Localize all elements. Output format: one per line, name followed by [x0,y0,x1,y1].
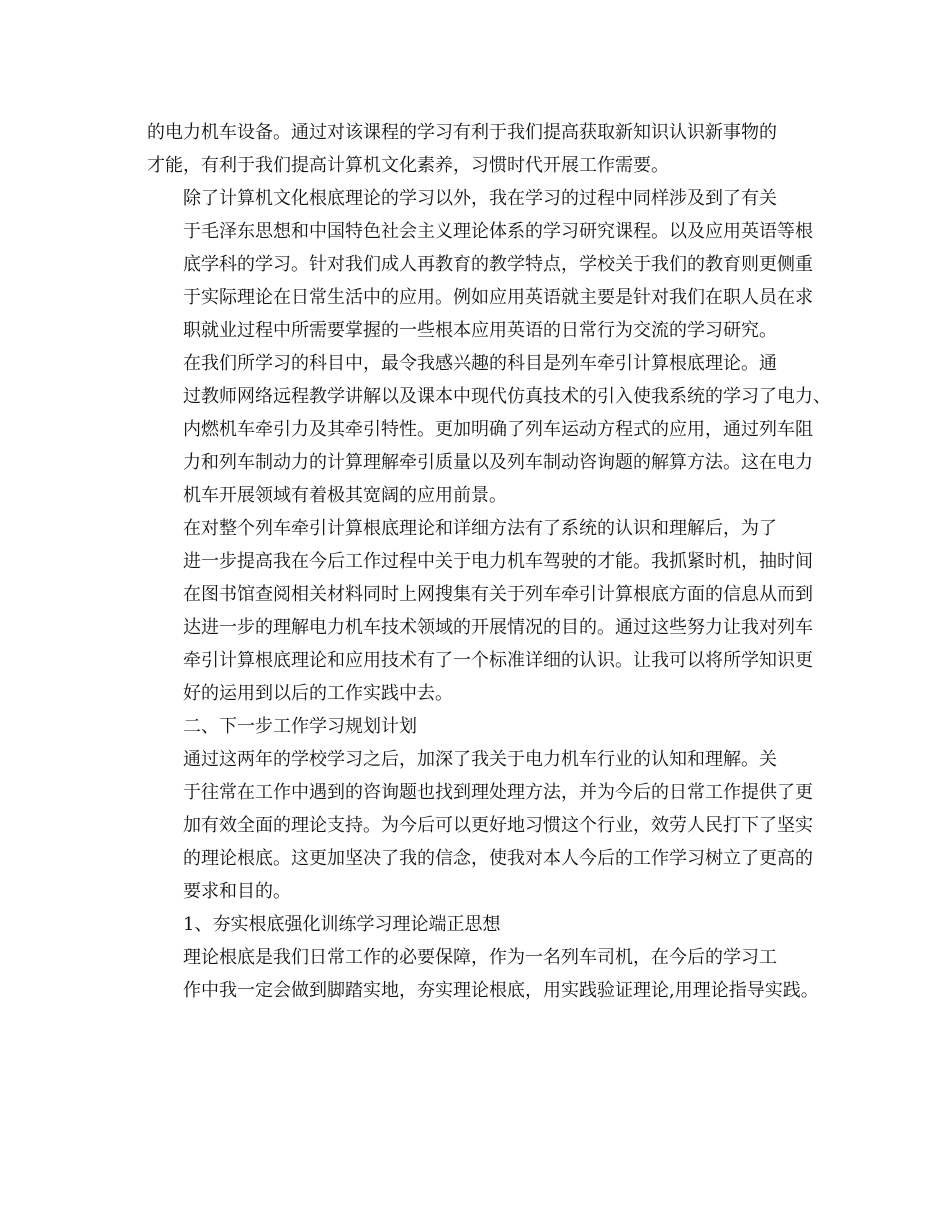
text-line: 于往常在工作中遇到的咨询题也找到理处理方法，并为今后的日常工作提供了更 [183,782,813,803]
text-line: 力和列车制动力的计算理解牵引质量以及列车制动咨询题的解算方法。这在电力 [183,452,813,473]
text-line: 要求和目的。 [183,881,291,902]
text-line: 底学科的学习。针对我们成人再教育的教学特点，学校关于我们的教育则更侧重 [183,254,813,275]
paragraph [147,512,812,710]
text-line: 加有效全面的理论支持。为今后可以更好地习惯这个行业，效劳人民打下了坚实 [183,815,813,836]
paragraph [147,182,812,347]
text-line: 的电力机车设备。通过对该课程的学习有利于我们提高获取新知识认识新事物的 [147,122,777,143]
paragraph [147,710,812,743]
text-line: 内燃机车牵引力及其牵引特性。更加明确了列车运动方程式的应用，通过列车阻 [183,419,813,440]
text-line: 进一步提高我在今后工作过程中关于电力机车驾驶的才能。我抓紧时机，抽时间 [183,551,813,572]
text-line: 的理论根底。这更加坚决了我的信念，使我对本人今后的工作学习树立了更高的 [183,848,813,869]
text-line: 职就业过程中所需要掌握的一些根本应用英语的日常行为交流的学习研究。 [183,320,777,341]
text-line: 二、下一步工作学习规划计划 [183,716,417,737]
paragraph [147,743,812,908]
text-line: 除了计算机文化根底理论的学习以外，我在学习的过程中同样涉及到了有关 [183,188,777,209]
text-line: 1、夯实根底强化训练学习理论端正思想 [183,914,501,935]
text-line: 才能，有利于我们提高计算机文化素养，习惯时代开展工作需要。 [147,155,669,176]
paragraph [147,941,819,1007]
text-line: 在对整个列车牵引计算根底理论和详细方法有了系统的认识和理解后，为了 [183,518,777,539]
text-line: 过教师网络远程教学讲解以及课本中现代仿真技术的引入使我系统的学习了电力、 [183,386,831,407]
text-line: 在图书馆查阅相关材料同时上网搜集有关于列车牵引计算根底方面的信息从而到 [183,584,813,605]
text-line: 机车开展领域有着极其宽阔的应用前景。 [183,485,507,506]
text-line: 达进一步的理解电力机车技术领域的开展情况的目的。通过这些努力让我对列车 [183,617,813,638]
paragraph [147,347,831,512]
text-line: 通过这两年的学校学习之后，加深了我关于电力机车行业的认知和理解。关 [183,749,777,770]
text-line: 在我们所学习的科目中，最令我感兴趣的科目是列车牵引计算根底理论。通 [183,353,777,374]
text-line: 理论根底是我们日常工作的必要保障，作为一名列车司机，在今后的学习工 [183,947,777,968]
document-page [147,116,831,1007]
text-line: 于毛泽东思想和中国特色社会主义理论体系的学习研究课程。以及应用英语等根 [183,221,813,242]
text-line: 于实际理论在日常生活中的应用。例如应用英语就主要是针对我们在职人员在求 [183,287,813,308]
paragraph [147,908,812,941]
text-line: 作中我一定会做到脚踏实地，夯实理论根底，用实践验证理论,用理论指导实践。 [183,980,819,1001]
text-line: 好的运用到以后的工作实践中去。 [183,683,453,704]
paragraph [147,116,812,182]
text-line: 牵引计算根底理论和应用技术有了一个标准详细的认识。让我可以将所学知识更 [183,650,813,671]
